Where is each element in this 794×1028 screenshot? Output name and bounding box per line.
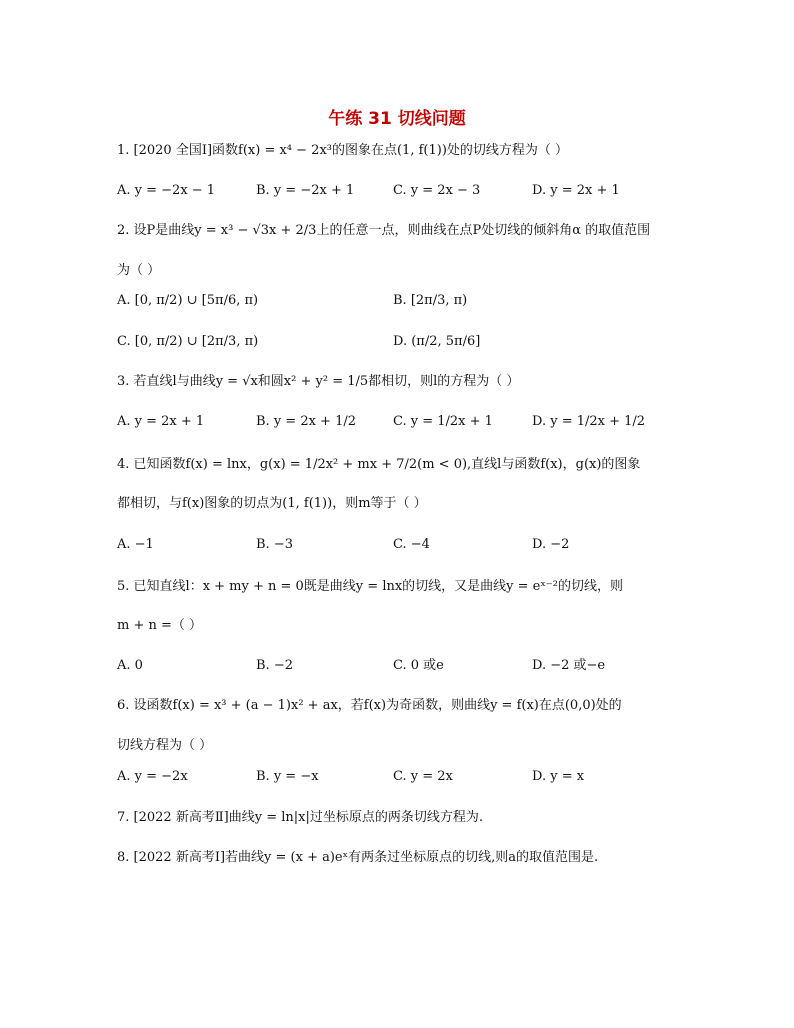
q1-option-d: D. y = 2x + 1 <box>532 183 620 198</box>
q2-option-d: D. (π/2, 5π/6] <box>393 334 481 349</box>
q4-option-d: D. −2 <box>532 537 570 552</box>
q1-option-b: B. y = −2x + 1 <box>256 183 355 198</box>
q4-option-a: A. −1 <box>117 537 154 552</box>
q1-option-c: C. y = 2x − 3 <box>393 183 481 198</box>
q3-option-c: C. y = 1/2x + 1 <box>393 414 493 429</box>
question-4-stem-line1: 4. 已知函数f(x) = lnx，g(x) = 1/2x² + mx + 7/2(m < 0),直线l与函数f(x)，g(x)的图象 <box>117 457 641 472</box>
question-5-stem-line1: 5. 已知直线l：x + my + n = 0既是曲线y = lnx的切线，又是曲线y = eˣ⁻²的切线，则 <box>117 579 623 594</box>
q3-option-a: A. y = 2x + 1 <box>117 414 205 429</box>
question-5-stem-line2: m + n =（ ） <box>117 618 203 633</box>
q6-option-b: B. y = −x <box>256 769 319 784</box>
q2-option-c: C. [0, π/2) ∪ [2π/3, π) <box>117 334 259 349</box>
q4-option-b: B. −3 <box>256 537 293 552</box>
question-2-stem-line1: 2. 设P是曲线y = x³ − √3x + 2/3上的任意一点，则曲线在点P处切线的倾斜角α 的取值范围 <box>117 223 651 238</box>
question-6-stem-line1: 6. 设函数f(x) = x³ + (a − 1)x² + ax，若f(x)为奇函数，则曲线y = f(x)在点(0,0)处的 <box>117 698 622 713</box>
question-6-stem-line2: 切线方程为（ ） <box>117 738 213 753</box>
question-8-stem: 8. [2022 新高考Ⅰ]若曲线y = (x + a)eˣ有两条过坐标原点的切线,则a的取值范围是. <box>117 850 599 865</box>
q6-option-a: A. y = −2x <box>117 769 188 784</box>
q6-option-c: C. y = 2x <box>393 769 453 784</box>
q3-option-b: B. y = 2x + 1/2 <box>256 414 357 429</box>
q4-option-c: C. −4 <box>393 537 430 552</box>
q2-option-a: A. [0, π/2) ∪ [5π/6, π) <box>117 293 259 308</box>
page-title: 午练 31 切线问题 <box>328 109 466 129</box>
q3-option-d: D. y = 1/2x + 1/2 <box>532 414 646 429</box>
q1-option-a: A. y = −2x − 1 <box>117 183 216 198</box>
question-4-stem-line2: 都相切，与f(x)图象的切点为(1, f(1))，则m等于（ ） <box>117 496 427 511</box>
q5-option-b: B. −2 <box>256 658 293 673</box>
question-7-stem: 7. [2022 新高考Ⅱ]曲线y = ln|x|过坐标原点的两条切线方程为. <box>117 810 483 825</box>
question-1-stem: 1. [2020 全国Ⅰ]函数f(x) = x⁴ − 2x³的图象在点(1, f(1))处的切线方程为（ ） <box>117 143 569 158</box>
q5-option-d: D. −2 或−e <box>532 658 606 673</box>
q2-option-b: B. [2π/3, π) <box>393 293 468 308</box>
question-3-stem: 3. 若直线l与曲线y = √x和圆x² + y² = 1/5都相切，则l的方程为（ ） <box>117 374 520 389</box>
q5-option-c: C. 0 或e <box>393 658 444 673</box>
q5-option-a: A. 0 <box>117 658 143 673</box>
question-2-stem-line2: 为（ ） <box>117 263 161 278</box>
q6-option-d: D. y = x <box>532 769 585 784</box>
